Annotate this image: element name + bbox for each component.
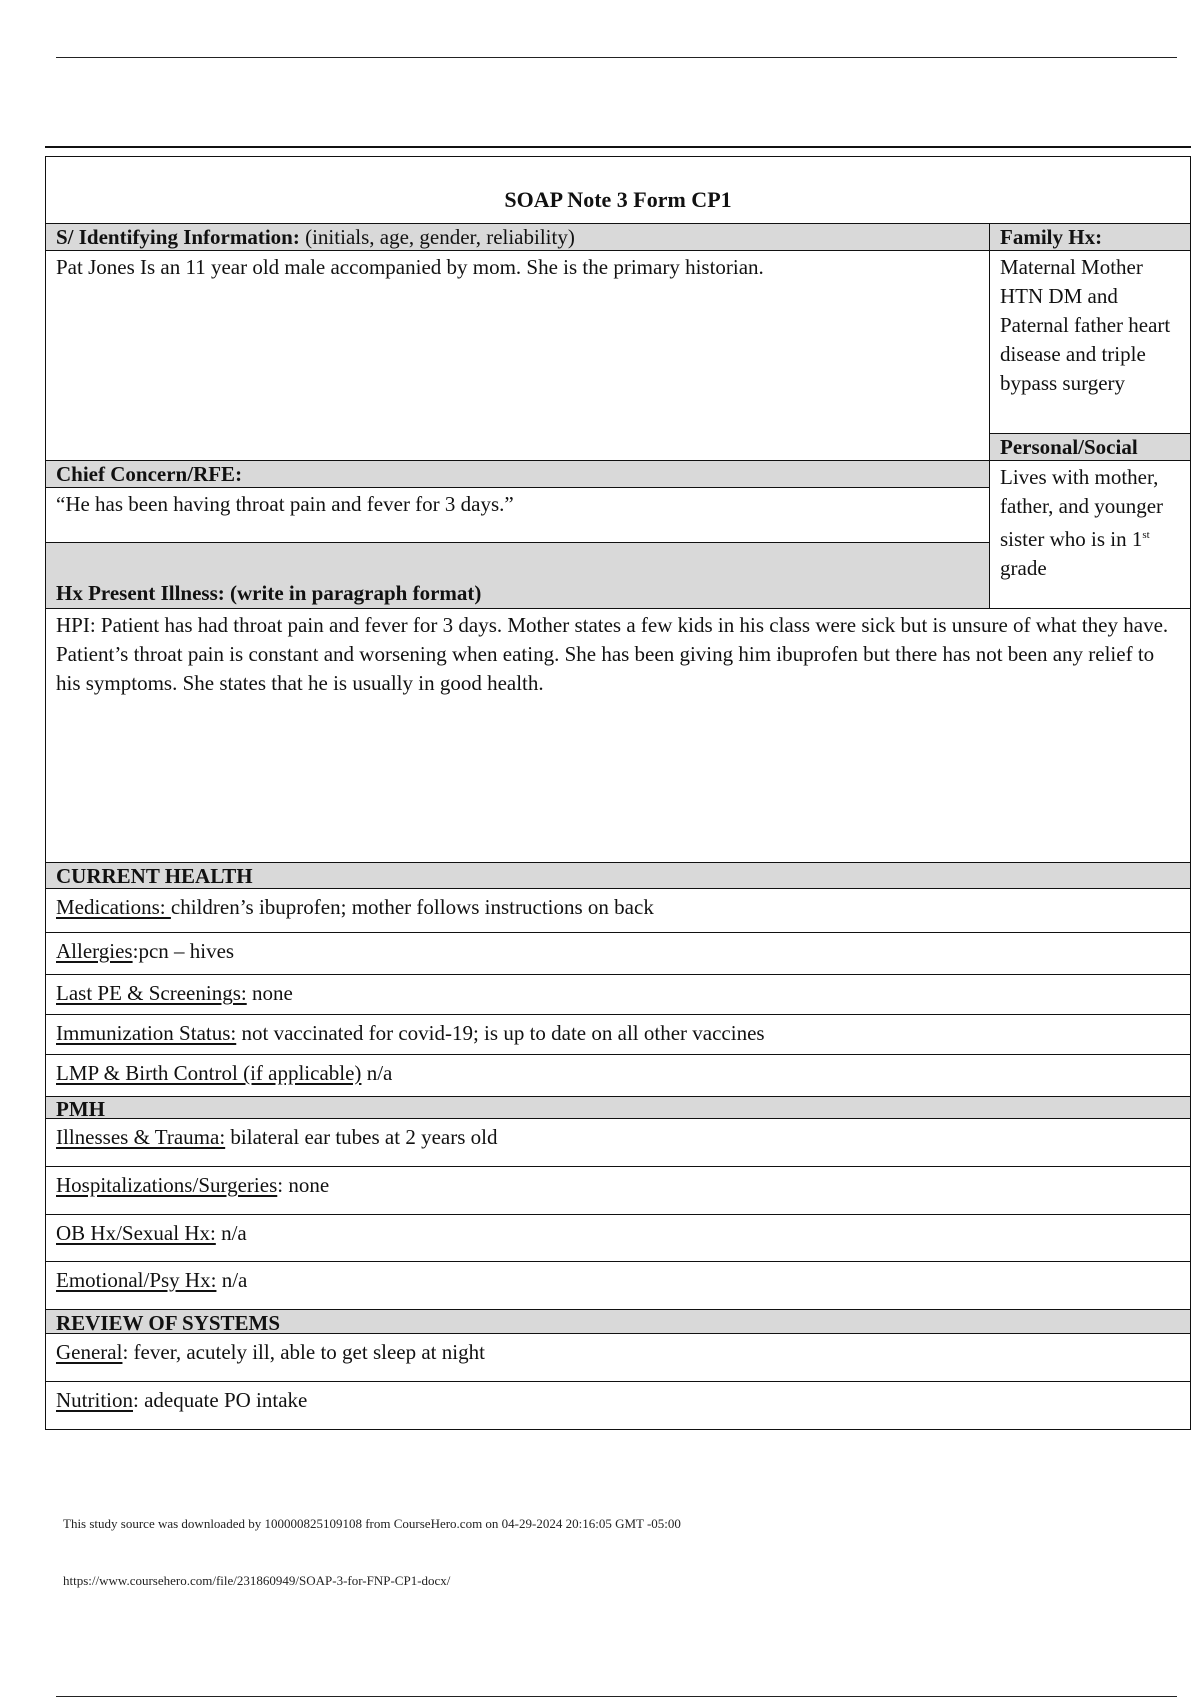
last-pe-label: Last PE & Screenings: [56, 981, 247, 1005]
illnesses-row [46, 1118, 1190, 1166]
soap-form [45, 156, 1191, 1430]
nutrition-row [46, 1381, 1190, 1429]
personal-social-text [990, 461, 1190, 583]
emotional-row [46, 1261, 1190, 1309]
emotional-label: Emotional/Psy Hx: [56, 1268, 217, 1292]
immunization-label: Immunization Status: [56, 1021, 237, 1045]
general-row [46, 1333, 1190, 1381]
source-url[interactable]: https://www.coursehero.com/file/231860949/SOAP-3-for-FNP-CP1-docx/ [63, 1573, 451, 1588]
left-column [46, 224, 990, 608]
illnesses-value: bilateral ear tubes at 2 years old [225, 1125, 498, 1149]
right-column [990, 224, 1190, 608]
form-title-text: SOAP Note 3 Form CP1 [504, 187, 732, 212]
general-value: : fever, acutely ill, able to get sleep at night [122, 1340, 485, 1364]
allergies-label: Allergies [56, 939, 133, 963]
family-hx-text: Maternal Mother HTN DM and Paternal father heart disease and triple bypass surgery [1000, 255, 1171, 395]
medications-row [46, 888, 1190, 932]
immunization-row [46, 1014, 1190, 1054]
hpi-text: HPI: Patient has had throat pain and fever for 3 days. Mother states a few kids in his class were sick but is unsure of what they have. Patient’s throat pain is constant and worsening when eating. She has been giving him ibuprofen but there has not been any relief to his symptoms. She states that he is usually in good health. [46, 608, 1190, 862]
top-rule [56, 57, 1177, 58]
ob-row [46, 1214, 1190, 1261]
form-top-border [45, 146, 1191, 148]
identifying-text: Pat Jones Is an 11 year old male accompanied by mom. She is the primary historian. [56, 255, 764, 279]
hospitalizations-label: Hospitalizations/Surgeries [56, 1173, 278, 1197]
medications-value: children’s ibuprofen; mother follows instructions on back [170, 895, 654, 919]
lmp-row [46, 1054, 1190, 1096]
personal-social-header: Personal/Social [990, 434, 1190, 460]
allergies-row [46, 932, 1190, 974]
identifying-section [46, 223, 1190, 608]
general-label: General [56, 1340, 123, 1364]
ros-header: REVIEW OF SYSTEMS [46, 1309, 1190, 1333]
personal-social-sup: st [1142, 529, 1150, 541]
hpi-header: Hx Present Illness: (write in paragraph format) [46, 543, 989, 608]
nutrition-label: Nutrition [56, 1388, 133, 1412]
last-pe-row [46, 974, 1190, 1014]
allergies-value: :pcn – hives [132, 939, 235, 963]
chief-concern-header: Chief Concern/RFE: [46, 461, 989, 487]
nutrition-value: : adequate PO intake [133, 1388, 308, 1412]
identifying-header [46, 224, 989, 250]
pmh-header: PMH [46, 1096, 1190, 1118]
ob-label: OB Hx/Sexual Hx: [56, 1221, 216, 1245]
chief-concern-text: “He has been having throat pain and fever for 3 days.” [56, 492, 514, 516]
family-hx-header: Family Hx: [990, 224, 1190, 250]
personal-social-text-a: Lives with mother, father, and younger sister who is in 1 [1000, 465, 1164, 551]
hospitalizations-value: : none [277, 1173, 330, 1197]
illnesses-label: Illnesses & Trauma: [56, 1125, 226, 1149]
form-title [46, 157, 1190, 223]
last-pe-value: none [246, 981, 293, 1005]
hospitalizations-row [46, 1166, 1190, 1214]
lmp-value: n/a [361, 1061, 393, 1085]
current-health-header: CURRENT HEALTH [46, 862, 1190, 888]
identifying-hint: (initials, age, gender, reliability) [305, 225, 575, 249]
download-note: This study source was downloaded by 100000825109108 from CourseHero.com on 04-29-2024 20:16:05 GMT -05:00 [63, 1516, 681, 1531]
immunization-value: not vaccinated for covid-19; is up to date on all other vaccines [236, 1021, 765, 1045]
ob-value: n/a [215, 1221, 247, 1245]
identifying-label: S/ Identifying Information: [56, 225, 300, 249]
lmp-label: LMP & Birth Control (if applicable) [56, 1061, 362, 1085]
bottom-rule [56, 1696, 1177, 1697]
medications-label: Medications: [56, 895, 171, 919]
personal-social-text-b: grade [1000, 556, 1047, 580]
emotional-value: n/a [216, 1268, 248, 1292]
